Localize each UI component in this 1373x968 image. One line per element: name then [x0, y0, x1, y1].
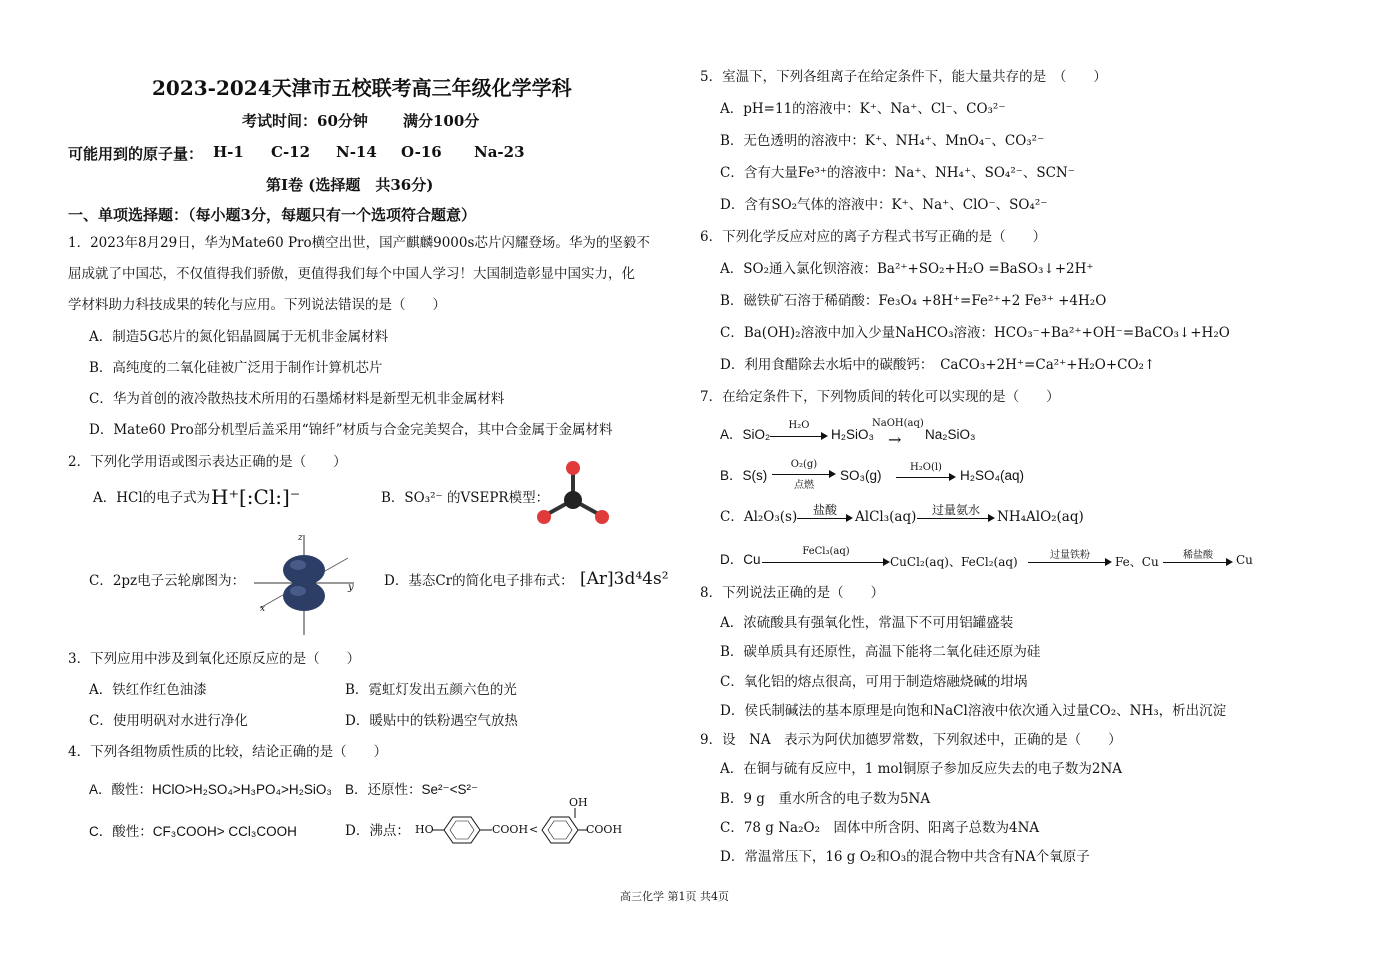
- q4-option-b: B．还原性：Se²⁻<S²⁻: [345, 782, 479, 797]
- atomic-mass-h: H-1: [213, 143, 244, 161]
- q3-option-c: C．使用明矾对水进行净化: [89, 713, 248, 729]
- q8-option-b: B．碳单质具有还原性，高温下能将二氧化硅还原为硅: [720, 644, 1041, 660]
- q6-option-c: C．Ba(OH)₂溶液中加入少量NaHCO₃溶液：HCO₃⁻+Ba²⁺+OH⁻=BaCO₃↓+H₂O: [720, 325, 1230, 341]
- q4-stem: 4．下列各组物质性质的比较，结论正确的是（ ）: [68, 744, 388, 760]
- cooh-label-1: COOH: [492, 823, 529, 836]
- q1-option-b: B．高纯度的二氧化硅被广泛用于制作计算机芯片: [89, 360, 383, 376]
- q6-option-a: A．SO₂通入氯化钡溶液：Ba²⁺+SO₂+H₂O =BaSO₃↓+2H⁺: [720, 261, 1094, 277]
- q1-stem-line3: 学材料助力科技成果的转化与应用。下列说法错误的是（ ）: [68, 297, 446, 313]
- axis-y-label: y: [348, 582, 354, 593]
- q9-option-b: B．9 g 重水所含的电子数为5NA: [720, 791, 931, 807]
- page-footer: 高三化学 第1页 共4页: [620, 890, 729, 903]
- q7-d-product: Cu: [1236, 553, 1253, 567]
- q5-option-b: B．无色透明的溶液中：K⁺、NH₄⁺、MnO₄⁻、CO₃²⁻: [720, 133, 1045, 149]
- q7-c-reactant: C．Al₂O₃(s): [720, 509, 798, 525]
- q9-option-d: D．常温常压下，16 g O₂和O₃的混合物中共含有NA个氧原子: [720, 849, 1090, 865]
- volume-heading: 第I卷 (选择题 共36分): [266, 176, 434, 194]
- q7-a-arrow1-label: H₂O: [788, 420, 810, 431]
- q6-option-b: B．磁铁矿石溶于稀硝酸：Fe₃O₄ +8H⁺=Fe²⁺+2 Fe³⁺ +4H₂O: [720, 293, 1107, 309]
- reaction-arrow-icon: [770, 420, 828, 442]
- q7-a-reactant: A．SiO₂: [720, 427, 771, 442]
- q8-option-d: D．侯氏制碱法的基本原理是向饱和NaCl溶液中依次通入过量CO₂、NH₃，析出沉淀: [720, 703, 1227, 719]
- q1-option-c: C．华为首创的液冷散热技术所用的石墨烯材料是新型无机非金属材料: [89, 391, 505, 407]
- q7-d-mixture: Fe、Cu: [1115, 555, 1159, 569]
- q7-a-product: Na₂SiO₃: [925, 427, 976, 442]
- atomic-mass-na: Na-23: [474, 143, 525, 161]
- benzene-ring-para-icon: [432, 814, 492, 846]
- page-title: 2023-2024天津市五校联考高三年级化学学科: [152, 76, 572, 100]
- q7-d-reactant: D．Cu: [720, 552, 761, 567]
- oxygen-atom-right: [595, 510, 609, 524]
- atomic-mass-c: C-12: [271, 143, 311, 161]
- q2-option-b: B．SO₃²⁻ 的VSEPR模型：: [381, 490, 550, 506]
- q9-option-a: A．在铜与硫有反应中，1 mol铜原子参加反应失去的电子数为2NA: [720, 761, 1123, 777]
- q6-option-d: D．利用食醋除去水垢中的碳酸钙： CaCO₃+2H⁺=Ca²⁺+H₂O+CO₂↑: [720, 357, 1156, 373]
- q2-option-c: C．2pz电子云轮廓图为：: [89, 573, 246, 589]
- oxygen-atom-left: [537, 510, 551, 524]
- q4-option-d: D．沸点：: [345, 823, 410, 839]
- reaction-arrow-icon: [1028, 546, 1112, 568]
- full-score: 满分100分: [403, 112, 480, 130]
- q4-option-a: A．酸性：HClO>H₂SO₄>H₃PO₄>H₂SiO₃: [89, 782, 332, 797]
- pz-orbital-icon: [250, 533, 360, 637]
- q2-stem: 2．下列化学用语或图示表达正确的是（ ）: [68, 454, 347, 470]
- q1-option-a: A．制造5G芯片的氮化铝晶圆属于无机非金属材料: [89, 329, 389, 345]
- q5-stem: 5．室温下，下列各组离子在给定条件下，能大量共存的是 （ ）: [700, 69, 1107, 85]
- q7-a-arrow2-label: NaOH(aq): [872, 418, 924, 429]
- q7-d-arrow3-label: 稀盐酸: [1183, 550, 1213, 561]
- cooh-label-2: COOH: [586, 823, 623, 836]
- atomic-mass-label: 可能用到的原子量：: [68, 145, 204, 163]
- axis-x-label: x: [260, 604, 266, 614]
- q7-c-intermediate: AlCl₃(aq): [855, 509, 917, 525]
- reaction-arrow-icon: [1163, 546, 1233, 568]
- q7-c-arrow1-label: 盐酸: [812, 503, 837, 517]
- q7-d-intermediate: CuCl₂(aq)、FeCl₂(aq): [890, 555, 1018, 569]
- q7-c-product: NH₄AlO₂(aq): [997, 509, 1084, 525]
- q7-d-arrow1-label: FeCl₃(aq): [802, 546, 850, 557]
- atomic-mass-o: O-16: [401, 143, 442, 161]
- vsepr-model-icon: [530, 458, 615, 528]
- q2-option-a: A．HCl的电子式为: [93, 490, 211, 506]
- section-heading: 一、单项选择题：（每小题3分，每题只有一个选项符合题意）: [68, 206, 476, 224]
- oh-label: OH: [569, 796, 588, 809]
- q7-b-arrow1-bottom: 点燃: [794, 480, 814, 491]
- q2-option-d: D．基态Cr的简化电子排布式：: [384, 573, 574, 589]
- ho-label: HO: [415, 823, 434, 836]
- reaction-arrow-icon: [772, 459, 836, 489]
- reaction-arrow-icon: [762, 546, 890, 568]
- q8-option-a: A．浓硫酸具有强氧化性，常温下不可用铝罐盛装: [720, 615, 1014, 631]
- exam-time: 考试时间：60分钟: [242, 112, 368, 130]
- q3-stem: 3．下列应用中涉及到氧化还原反应的是（ ）: [68, 651, 361, 667]
- q5-option-c: C．含有大量Fe³⁺的溶液中：Na⁺、NH₄⁺、SO₄²⁻、SCN⁻: [720, 165, 1075, 181]
- q5-option-a: A．pH=11的溶液中：K⁺、Na⁺、Cl⁻、CO₃²⁻: [720, 101, 1006, 117]
- benzene-ring-ortho-icon: [538, 806, 588, 846]
- atomic-mass-n: N-14: [336, 143, 377, 161]
- q3-option-a: A．铁红作红色油漆: [89, 682, 207, 698]
- less-than-sign: <: [529, 823, 539, 836]
- q7-b-intermediate: SO₃(g): [840, 468, 882, 483]
- q3-option-d: D．暖贴中的铁粉遇空气放热: [345, 713, 518, 729]
- q9-option-c: C．78 g Na₂O₂ 固体中所含阴、阳离子总数为4NA: [720, 820, 1040, 836]
- q7-stem: 7．在给定条件下，下列物质间的转化可以实现的是（ ）: [700, 389, 1060, 405]
- q8-option-c: C．氧化铝的熔点很高，可用于制造熔融烧碱的坩埚: [720, 674, 1028, 690]
- q3-option-b: B．霓虹灯发出五颜六色的光: [345, 682, 517, 698]
- q8-stem: 8．下列说法正确的是（ ）: [700, 585, 885, 601]
- q6-stem: 6．下列化学反应对应的离子方程式书写正确的是（ ）: [700, 229, 1047, 245]
- q1-stem-line2: 屈成就了中国芯，不仅值得我们骄傲，更值得我们每个中国人学习！大国制造彰显中国实力，化: [68, 266, 635, 282]
- q7-c-arrow2-label: 过量氨水: [931, 503, 980, 517]
- oxygen-atom-top: [566, 461, 580, 475]
- q1-option-d: D．Mate60 Pro部分机型后盖采用“锦纤”材质与合金完美契合，其中合金属于金属材料: [89, 422, 613, 438]
- reaction-arrow-icon: [797, 501, 853, 525]
- q1-stem-line1: 1．2023年8月29日，华为Mate60 Pro横空出世，国产麒麟9000s芯片闪耀登场。华为的坚毅不: [68, 235, 650, 251]
- q7-b-reactant: B．S(s): [720, 468, 768, 483]
- q7-b-product: H₂SO₄(aq): [960, 468, 1025, 483]
- q9-stem: 9．设 NA 表示为阿伏加德罗常数，下列叙述中，正确的是（ ）: [700, 732, 1122, 748]
- sulfur-atom: [564, 491, 582, 509]
- q7-a-intermediate: H₂SiO₃: [831, 427, 874, 442]
- reaction-arrow-icon: [917, 501, 995, 525]
- cr-electron-config: [Ar]3d⁴4s²: [580, 569, 669, 589]
- q7-d-arrow2-label: 过量铁粉: [1050, 550, 1090, 561]
- reaction-arrow-icon: →: [888, 430, 902, 449]
- q5-option-d: D．含有SO₂气体的溶液中：K⁺、Na⁺、ClO⁻、SO₄²⁻: [720, 197, 1048, 213]
- axis-z-label: z: [298, 533, 303, 543]
- q4-option-c: C．酸性：CF₃COOH> CCl₃COOH: [89, 824, 297, 839]
- q7-b-arrow2-label: H₂O(l): [910, 462, 942, 473]
- q7-b-arrow1-top: O₂(g): [790, 459, 818, 470]
- hcl-electron-formula: H⁺[:Cl:]⁻: [211, 485, 301, 509]
- reaction-arrow-icon: [896, 462, 956, 484]
